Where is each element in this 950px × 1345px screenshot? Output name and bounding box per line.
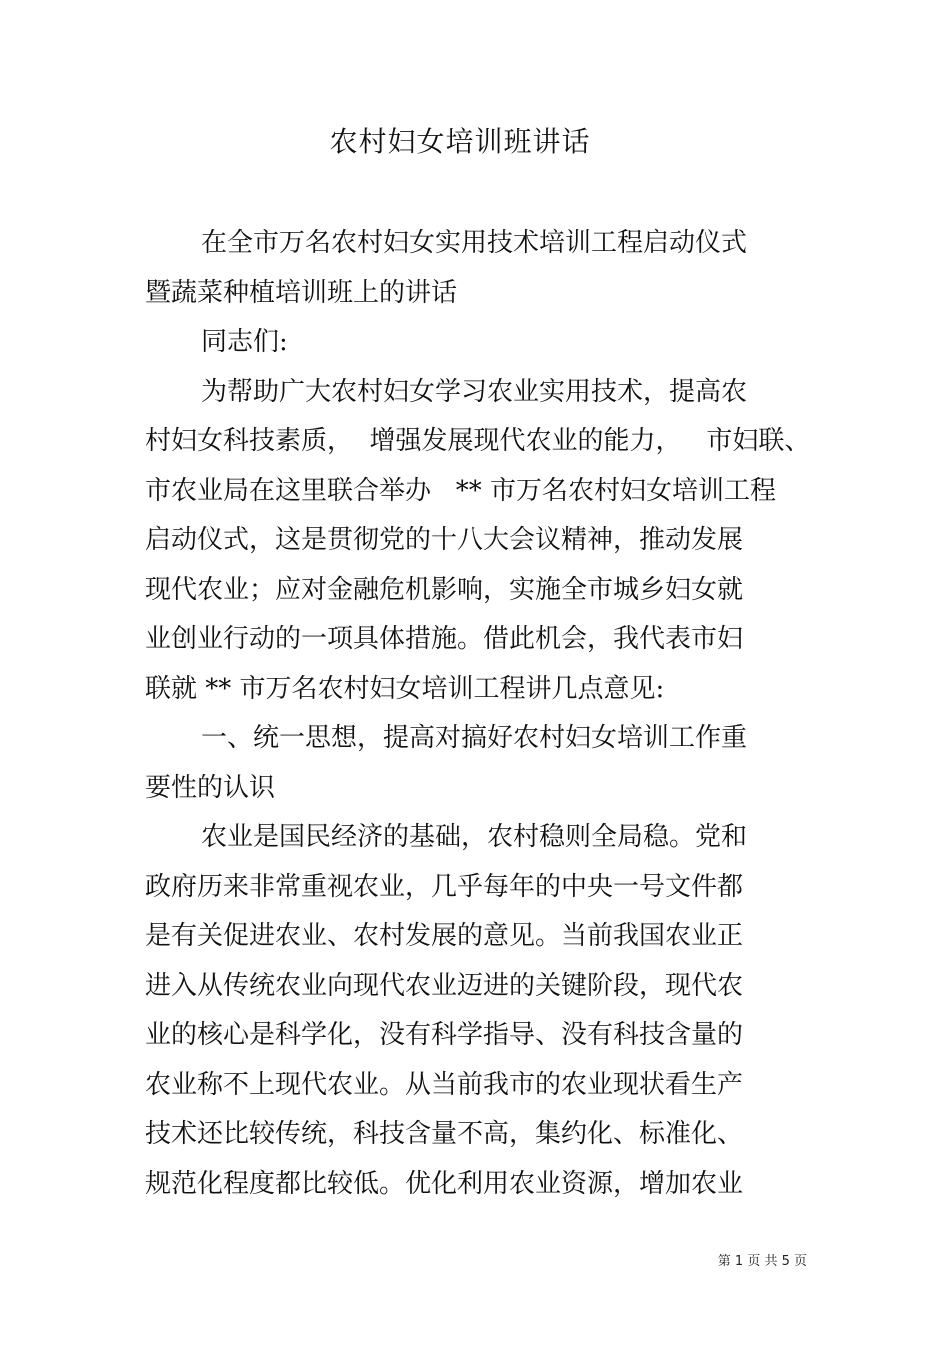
salutation-line: 同志们: [201, 327, 288, 357]
section-heading-line: 一、统一思想，提高对搞好农村妇女培训工作重 [201, 723, 748, 753]
document-body [145, 222, 825, 1212]
page-number-footer: 第 1 页 共 5 页 [717, 1254, 807, 1269]
text-line: 是有关促进农业、农村发展的意见。当前我国农业正 [145, 921, 744, 951]
text-line: 启动仪式，这是贯彻党的十八大会议精神，推动发展 [145, 525, 744, 555]
text-line: 政府历来非常重视农业，几乎每年的中央一号文件都 [145, 871, 744, 902]
text-line: 农业称不上现代农业。从当前我市的农业现状看生产 [145, 1069, 744, 1100]
section-heading-line: 要性的认识 [145, 772, 276, 803]
text-line: 在全市万名农村妇女实用技术培训工程启动仪式 [201, 228, 748, 258]
text-line: 联就 ** 市万名农村妇女培训工程讲几点意见: [145, 673, 665, 704]
text-line: 暨蔬菜种植培训班上的讲话 [145, 277, 458, 308]
text-line: 农业是国民经济的基础，农村稳则全局稳。党和 [201, 822, 748, 852]
text-line: 业创业行动的一项具体措施。借此机会，我代表市妇 [145, 624, 744, 654]
text-line: 市农业局在这里联合举办 ** 市万名农村妇女培训工程 [145, 475, 777, 506]
text-line: 进入从传统农业向现代农业迈进的关键阶段，现代农 [145, 970, 744, 1001]
text-line: 现代农业；应对金融危机影响，实施全市城乡妇女就 [145, 574, 744, 605]
text-line: 村妇女科技素质， 增强发展现代农业的能力， 市妇联、 [145, 426, 811, 456]
document-title: 农村妇女培训班讲话 [329, 125, 591, 158]
text-line: 技术还比较传统，科技含量不高，集约化、标准化、 [145, 1119, 744, 1149]
text-line: 为帮助广大农村妇女学习农业实用技术，提高农 [201, 376, 748, 407]
text-line: 业的核心是科学化，没有科学指导、没有科技含量的 [145, 1020, 744, 1050]
text-line: 规范化程度都比较低。优化利用农业资源，增加农业 [145, 1168, 744, 1199]
